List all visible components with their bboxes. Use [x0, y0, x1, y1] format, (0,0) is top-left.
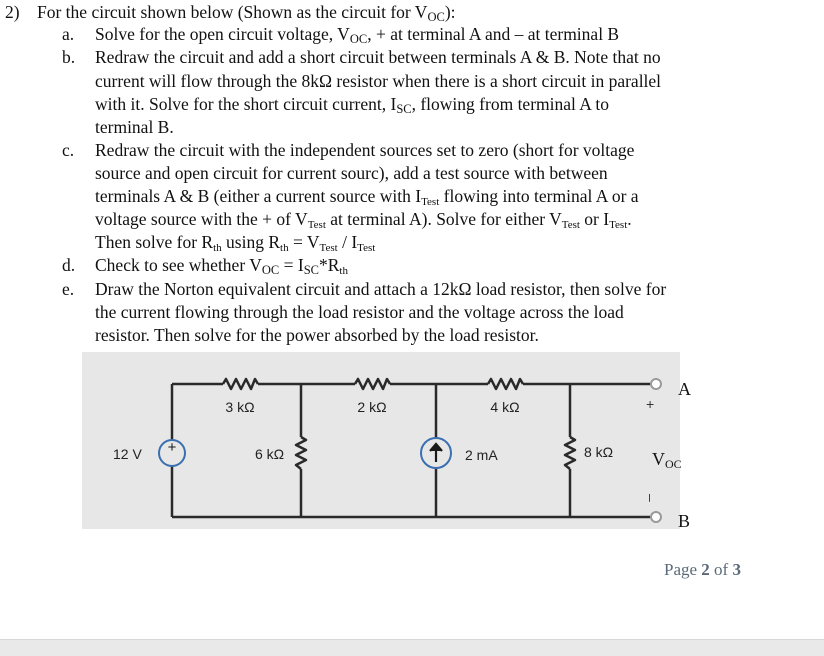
r2-label: 2 kΩ: [357, 399, 387, 415]
terminal-minus-label: –: [643, 494, 659, 502]
part-d-marker: d.: [62, 255, 76, 275]
terminal-plus-label: +: [646, 396, 655, 412]
part-a-line-1: Solve for the open circuit voltage, $V_{OC}$, + at terminal A and – at terminal B: [95, 24, 620, 46]
part-d-line-1: Check to see whether $V_{OC} = I_{SC}*R_{th}$: [95, 255, 348, 277]
problem-number: 2): [5, 2, 20, 22]
r3-label: 4 kΩ: [490, 399, 520, 415]
part-a-marker: a.: [62, 24, 75, 44]
voltage-source-plus: +: [167, 439, 177, 456]
r1-label: 3 kΩ: [225, 399, 255, 415]
problem-intro: For the circuit shown below (Shown as the circuit for $V_{OC}$):: [37, 2, 456, 24]
terminal-a-node[interactable]: [651, 379, 661, 389]
part-c-line-4: voltage source with the + of $V_{Test}$ at terminal A). Solve for either $V_{Test}$ or $I_{Test}$.: [95, 209, 632, 231]
page-of: of: [714, 560, 729, 579]
part-c-line-5: Then solve for $R_{th}$ using $R_{th} = V_{Test} / I_{Test}$: [95, 232, 376, 254]
r-shunt1-label: 6 kΩ: [255, 446, 285, 462]
part-e-line-2: the current flowing through the load resistor and the voltage across the load: [95, 302, 624, 322]
part-e-line-3: resistor. Then solve for the power absorbed by the load resistor.: [95, 325, 539, 345]
part-e-line-1: Draw the Norton equivalent circuit and attach a 12kΩ load resistor, then solve for: [95, 279, 667, 299]
part-b-line-3: with it. Solve for the short circuit current, $I_{SC}$, flowing from terminal A to: [95, 94, 609, 116]
current-source-label: 2 mA: [465, 447, 498, 463]
part-b-line-1: Redraw the circuit and add a short circuit between terminals A & B. Note that no: [95, 47, 661, 67]
part-c-line-3: terminals A & B (either a current source with $I_{Test}$ flowing into terminal A or a: [95, 186, 639, 208]
voc-label: VOC: [652, 449, 682, 471]
part-c-line-1: Redraw the circuit with the independent sources set to zero (short for voltage: [95, 140, 635, 160]
footer-bar: [0, 639, 824, 656]
part-c-marker: c.: [62, 140, 75, 160]
r-shunt2-label: 8 kΩ: [584, 444, 614, 460]
part-c-line-2: source and open circuit for current sourc), add a test source with between: [95, 163, 608, 183]
part-e-marker: e.: [62, 279, 75, 299]
page-indicator: [664, 560, 741, 580]
page-current: 2: [701, 560, 710, 579]
part-b-marker: b.: [62, 47, 76, 67]
page-total: 3: [732, 560, 741, 579]
terminal-a-label: A: [678, 379, 691, 399]
terminal-b-node[interactable]: [651, 512, 661, 522]
page-label: Page: [664, 560, 698, 579]
part-b-line-4: terminal B.: [95, 117, 174, 137]
part-b-line-2: current will flow through the 8kΩ resistor when there is a short circuit in parallel: [95, 71, 662, 91]
voltage-source-label: 12 V: [113, 446, 142, 462]
terminal-b-label: B: [678, 511, 691, 531]
